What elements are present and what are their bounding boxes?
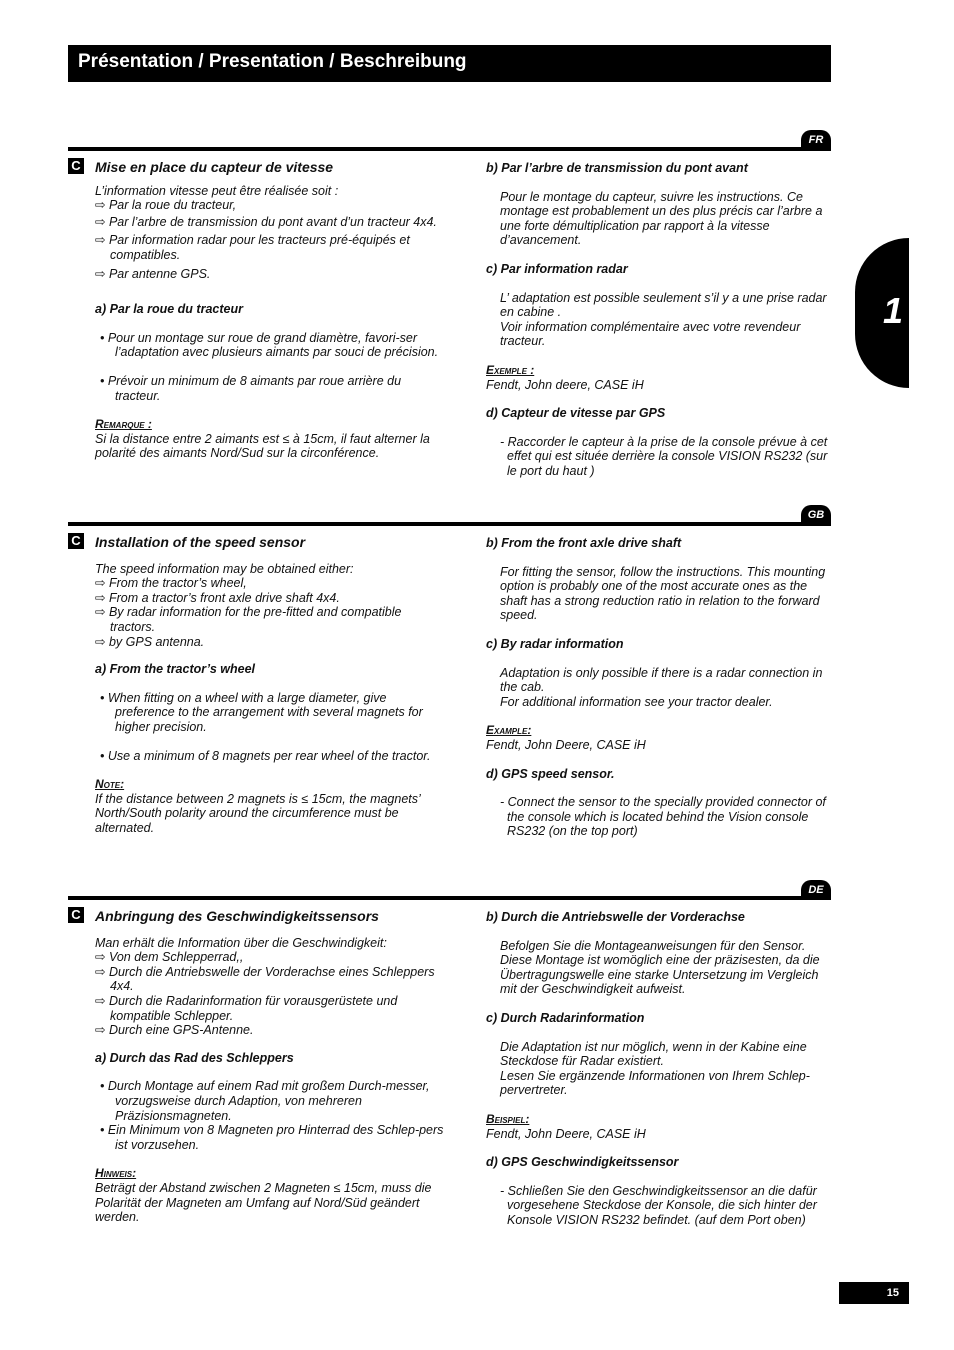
- arrow-icon: ⇨: [95, 1023, 109, 1038]
- fr-left-column: [95, 160, 445, 461]
- de-b-text: Befolgen Sie die Montageanweisungen für den Sensor. Diese Montage ist womöglich eine der präzisesten, da die Übertragungswelle eine starke Untersetzung im Vergleich mit der Geschwindigkeit aufweist.: [500, 938, 820, 997]
- chapter-tab: [855, 238, 909, 388]
- de-bullet: • Durch Montage auf einem Rad mit großem Durch-messer, vorzugsweise durch Adaption, von mehreren Präzisionsmagneten.: [100, 1079, 430, 1123]
- section-rule-fr: [68, 147, 831, 151]
- gb-option: ⇨ From the tractor’s wheel,: [95, 576, 247, 591]
- de-left-column: [95, 909, 445, 1225]
- fr-c-text: L’ adaptation est possible seulement s’il y a une prise radar en cabine .: [500, 290, 827, 320]
- arrow-icon: ⇨: [95, 214, 109, 229]
- lang-badge-fr: FR: [801, 130, 831, 150]
- de-note-label: Hinweis:: [95, 1166, 137, 1181]
- chapter-number: 1: [883, 290, 904, 331]
- section-marker-de: C: [68, 907, 84, 923]
- gb-bullet: • When fitting on a wheel with a large diameter, give preference to the arrangement with several magnets for higher precision.: [100, 690, 423, 734]
- fr-intro: L’information vitesse peut être réalisée soit :: [95, 183, 339, 198]
- de-intro: Man erhält die Information über die Geschwindigkeit:: [95, 935, 387, 950]
- de-d-text: - Schließen Sie den Geschwindigkeitssensor an die dafür vorgesehene Steckdose der Konsole, die sich hinter der Konsole VISION RS232 befindet. (auf dem Port oben): [500, 1183, 817, 1227]
- gb-section-title: Installation of the speed sensor: [95, 534, 306, 550]
- de-c-text: Lesen Sie ergänzende Informationen von Ihrem Schlep-pervertreter.: [500, 1068, 810, 1098]
- fr-option: ⇨ Par antenne GPS.: [95, 266, 211, 281]
- gb-note-text: If the distance between 2 magnets is ≤ 15cm, the magnets’ North/South polarity around the circumference must be alternated.: [95, 791, 421, 835]
- arrow-icon: ⇨: [95, 605, 109, 620]
- de-example-label: Beispiel:: [486, 1111, 530, 1126]
- gb-subheading-d: d) GPS speed sensor.: [486, 766, 615, 781]
- de-option: ⇨ Durch die Antriebswelle der Vorderachse eines Schleppers 4x4.: [95, 964, 435, 994]
- de-option: ⇨ Von dem Schlepperrad,,: [95, 950, 244, 965]
- arrow-icon: ⇨: [95, 993, 109, 1008]
- fr-d-text: - Raccorder le capteur à la prise de la console prévue à cet effet qui est située derrière la console VISION RS232 (sur le port du haut ): [500, 434, 828, 478]
- fr-subheading-b: b) Par l’arbre de transmission du pont avant: [486, 161, 748, 175]
- de-subheading-b: b) Durch die Antriebswelle der Vorderachse: [486, 910, 745, 924]
- fr-note-text: Si la distance entre 2 aimants est ≤ à 15cm, il faut alterner la polarité des aimants Nord/Sud sur la circonférence.: [95, 431, 430, 461]
- gb-c-text: For additional information see your tractor dealer.: [500, 694, 773, 709]
- de-option: ⇨ Durch eine GPS-Antenne.: [95, 1023, 254, 1038]
- section-marker-fr: C: [68, 158, 84, 174]
- fr-bullet: • Pour un montage sur roue de grand diamètre, favori-ser l’adaptation avec plusieurs aimants par souci de précision.: [100, 330, 439, 360]
- section-marker-gb: C: [68, 533, 84, 549]
- fr-example-label: Exemple :: [486, 362, 535, 377]
- fr-bullet: • Prévoir un minimum de 8 aimants par roue arrière du tracteur.: [100, 373, 402, 403]
- section-rule-de: [68, 896, 831, 900]
- de-example-text: Fendt, John Deere, CASE iH: [486, 1126, 646, 1141]
- arrow-icon: ⇨: [95, 233, 109, 248]
- arrow-icon: ⇨: [95, 950, 109, 965]
- fr-option: ⇨ Par information radar pour les tracteurs pré-équipés et compatibles.: [95, 233, 410, 262]
- de-subheading-c: c) Durch Radarinformation: [486, 1010, 645, 1025]
- lang-badge-de: DE: [801, 880, 831, 900]
- de-right-column: [486, 910, 832, 1228]
- fr-c-text: Voir information complémentaire avec votre revendeur tracteur.: [500, 319, 801, 349]
- arrow-icon: ⇨: [95, 590, 109, 605]
- de-note-text: Beträgt der Abstand zwischen 2 Magneten ≤ 15cm, muss die Polarität der Magneten am Umfang auf Nord/Süd geändert werden.: [95, 1180, 432, 1225]
- gb-left-column: [95, 535, 445, 836]
- gb-intro: The speed information may be obtained either:: [95, 561, 354, 576]
- fr-subheading-d: d) Capteur de vitesse par GPS: [486, 406, 666, 421]
- de-bullet: • Ein Minimum von 8 Magneten pro Hinterrad des Schlep-pers ist vorzusehen.: [100, 1123, 444, 1152]
- arrow-icon: ⇨: [95, 266, 109, 281]
- page-header: [68, 45, 831, 82]
- gb-example-text: Fendt, John Deere, CASE iH: [486, 737, 646, 752]
- gb-subheading-a: a) From the tractor’s wheel: [95, 662, 255, 677]
- page-number: 15: [839, 1282, 909, 1304]
- arrow-icon: ⇨: [95, 198, 109, 213]
- gb-option: ⇨ From a tractor’s front axle drive shaft 4x4.: [95, 590, 340, 605]
- gb-example-label: Example:: [486, 723, 532, 738]
- de-c-text: Die Adaptation ist nur möglich, wenn in der Kabine eine Steckdose für Radar existiert.: [500, 1039, 807, 1069]
- gb-bullet: • Use a minimum of 8 magnets per rear wheel of the tractor.: [100, 748, 431, 763]
- gb-c-text: Adaptation is only possible if there is a radar connection in the cab.: [500, 665, 823, 695]
- fr-example-text: Fendt, John deere, CASE iH: [486, 377, 644, 392]
- arrow-icon: ⇨: [95, 576, 109, 591]
- gb-option: ⇨ by GPS antenna.: [95, 634, 205, 649]
- arrow-icon: ⇨: [95, 634, 109, 649]
- gb-right-column: [486, 536, 832, 839]
- fr-option: ⇨ Par l’arbre de transmission du pont avant d’un tracteur 4x4.: [95, 214, 437, 229]
- lang-badge-gb: GB: [801, 505, 831, 525]
- fr-subheading-a: a) Par la roue du tracteur: [95, 302, 243, 317]
- de-section-title: Anbringung des Geschwindigkeitssensors: [95, 908, 379, 924]
- fr-right-column: [486, 161, 832, 479]
- gb-subheading-b: b) From the front axle drive shaft: [486, 536, 682, 550]
- fr-subheading-c: c) Par information radar: [486, 261, 628, 276]
- page-title: Présentation / Presentation / Beschreibung: [78, 51, 467, 72]
- section-rule-gb: [68, 522, 831, 526]
- gb-d-text: - Connect the sensor to the specially provided connector of the console which is located behind the Vision console RS232 (on the top port): [500, 795, 826, 839]
- de-subheading-a: a) Durch das Rad des Schleppers: [95, 1050, 294, 1065]
- arrow-icon: ⇨: [95, 964, 109, 979]
- de-subheading-d: d) GPS Geschwindigkeitssensor: [486, 1155, 679, 1170]
- fr-section-title: Mise en place du capteur de vitesse: [95, 159, 334, 175]
- gb-note-label: Note:: [95, 777, 125, 792]
- de-option: ⇨ Durch die Radarinformation für vorausgerüstete und kompatible Schlepper.: [95, 993, 398, 1023]
- gb-option: ⇨ By radar information for the pre-fitted and compatible tractors.: [95, 605, 402, 634]
- fr-note-label: Remarque :: [95, 417, 152, 432]
- gb-subheading-c: c) By radar information: [486, 636, 624, 651]
- gb-b-text: For fitting the sensor, follow the instructions. This mounting option is probably one of the most accurate ones as the shaft has a strong reduction ratio in relation to the forward speed.: [500, 564, 826, 623]
- fr-b-text: Pour le montage du capteur, suivre les instructions. Ce montage est probablement un des plus précis car l’arbre a une forte démultiplication par rapport à la vitesse d’avancement.: [500, 189, 823, 248]
- fr-option: ⇨ Par la roue du tracteur,: [95, 198, 237, 213]
